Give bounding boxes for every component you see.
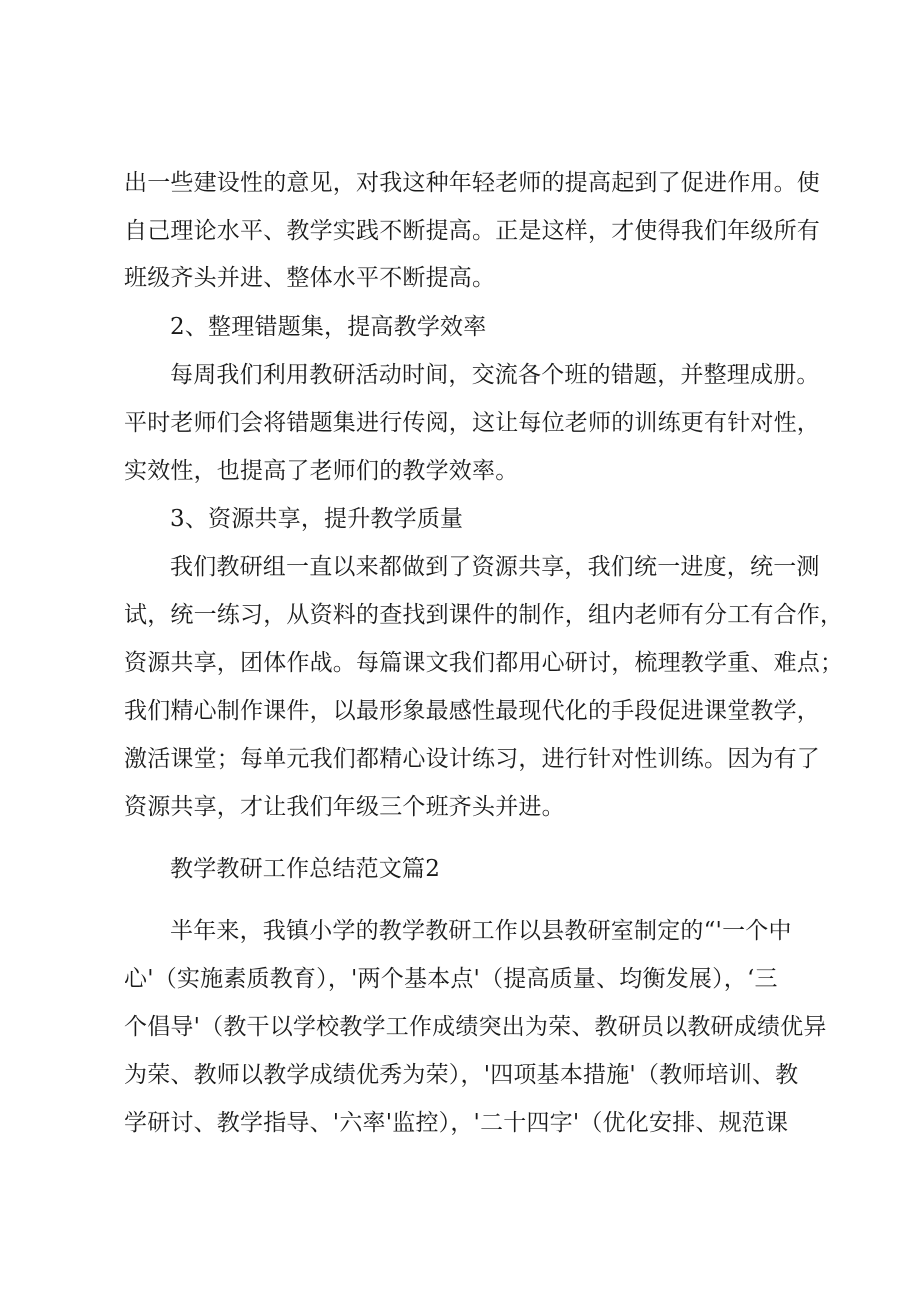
paragraph-line: 我们精心制作课件，以最形象最感性最现代化的手段促进课堂教学，: [124, 698, 820, 724]
paragraph-line: 激活课堂；每单元我们都精心设计练习，进行针对性训练。因为有了: [124, 746, 820, 772]
paragraph-line: 资源共享，才让我们年级三个班齐头并进。: [124, 794, 565, 820]
paragraph-line: 心'（实施素质教育），'两个基本点'（提高质量、均衡发展），‘三: [124, 966, 778, 992]
paragraph-line: 为荣、教师以教学成绩优秀为荣），'四项基本措施'（教师培训、教: [124, 1062, 799, 1088]
paragraph-line: 自己理论水平、教学实践不断提高。正是这样，才使得我们年级所有: [124, 218, 820, 244]
paragraph-line: 半年来，我镇小学的教学教研工作以县教研室制定的“'一个中: [170, 918, 792, 944]
paragraph-line: 实效性，也提高了老师们的教学效率。: [124, 458, 519, 484]
paragraph-line: 每周我们利用教研活动时间，交流各个班的错题，并整理成册。: [170, 362, 820, 388]
article-title: 教学教研工作总结范文篇2: [170, 856, 441, 882]
paragraph-line: 个倡导'（教干以学校教学工作成绩突出为荣、教研员以教研成绩优异: [124, 1014, 827, 1040]
section-heading: 2、整理错题集，提高教学效率: [170, 314, 487, 340]
paragraph-line: 试，统一练习，从资料的查找到课件的制作，组内老师有分工有合作，: [124, 602, 844, 628]
paragraph-line: 学研讨、教学指导、'六率'监控），'二十四字'（优化安排、规范课: [124, 1110, 789, 1136]
paragraph-line: 出一些建设性的意见，对我这种年轻老师的提高起到了促进作用。使: [124, 170, 820, 196]
paragraph-line: 资源共享，团体作战。每篇课文我们都用心研讨，梳理教学重、难点；: [124, 650, 844, 676]
paragraph-line: 班级齐头并进、整体水平不断提高。: [124, 265, 496, 291]
paragraph-line: 平时老师们会将错题集进行传阅，这让每位老师的训练更有针对性，: [124, 410, 820, 436]
section-heading: 3、资源共享，提升教学质量: [170, 506, 464, 532]
paragraph-line: 我们教研组一直以来都做到了资源共享，我们统一进度，统一测: [170, 554, 820, 580]
